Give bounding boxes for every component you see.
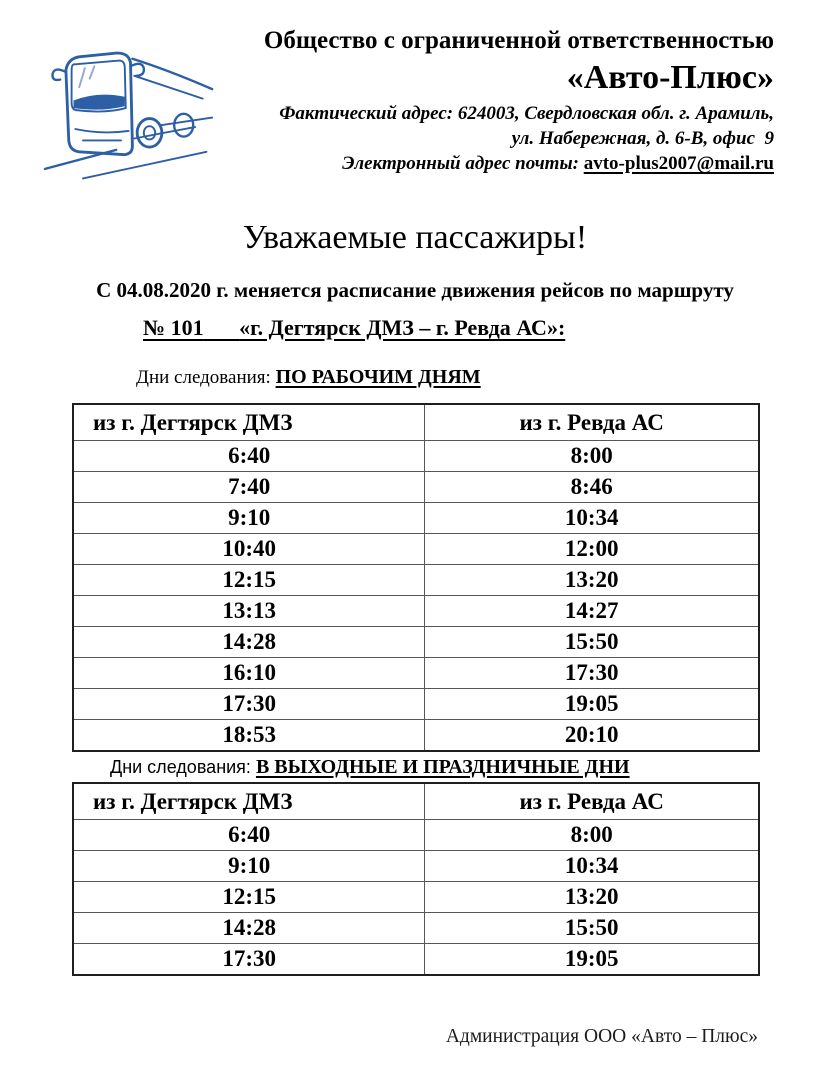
departure-time-cell: 17:30 — [73, 689, 425, 720]
route-number: № 101 — [143, 315, 204, 341]
departure-time-cell: 19:05 — [425, 944, 759, 975]
column-header-from-degtyarsk: из г. Дегтярск ДМЗ — [73, 404, 425, 441]
organization-type: Общество с ограниченной ответственностью — [263, 27, 774, 54]
schedule-row — [73, 627, 759, 658]
departure-time-cell: 14:28 — [73, 627, 425, 658]
departure-time-cell: 18:53 — [73, 720, 425, 751]
schedule-row — [73, 503, 759, 534]
schedule-row — [73, 658, 759, 689]
departure-time-cell: 7:40 — [73, 472, 425, 503]
departure-time-cell: 13:20 — [425, 565, 759, 596]
departure-time-cell: 9:10 — [73, 851, 425, 882]
departure-time-cell: 15:50 — [425, 913, 759, 944]
schedule-row — [73, 596, 759, 627]
days-label: Дни следования: — [110, 756, 256, 777]
letterhead-text — [215, 26, 774, 176]
address-line-1: Фактический адрес: 624003, Свердловская обл. г. Арамиль, — [279, 103, 774, 125]
schedule-row — [73, 882, 759, 913]
departure-time-cell: 8:00 — [425, 441, 759, 472]
email-link[interactable]: avto-plus2007@mail.ru — [583, 153, 774, 175]
schedule-row — [73, 944, 759, 975]
days-line-workdays — [136, 365, 830, 390]
schedule-row — [73, 441, 759, 472]
departure-time-cell: 12:15 — [73, 565, 425, 596]
schedule-row — [73, 472, 759, 503]
schedule-row — [73, 534, 759, 565]
departure-time-cell: 14:28 — [73, 913, 425, 944]
departure-time-cell: 19:05 — [425, 689, 759, 720]
departure-time-cell: 6:40 — [73, 441, 425, 472]
schedule-header-row — [73, 404, 759, 441]
schedule-row — [73, 851, 759, 882]
column-header-from-degtyarsk: из г. Дегтярск ДМЗ — [73, 783, 425, 820]
schedule-row — [73, 720, 759, 751]
schedule-row — [73, 565, 759, 596]
bus-icon — [22, 34, 220, 186]
email-label: Электронный адрес почты: — [342, 153, 584, 175]
departure-time-cell: 10:40 — [73, 534, 425, 565]
departure-time-cell: 13:20 — [425, 882, 759, 913]
days-value-weekends: В ВЫХОДНЫЕ И ПРАЗДНИЧНЫЕ ДНИ — [255, 755, 630, 778]
days-value-workdays: ПО РАБОЧИМ ДНЯМ — [275, 365, 481, 388]
route-name: «г. Дегтярск ДМЗ – г. Ревда АС»: — [239, 315, 566, 341]
schedule-header-row — [73, 783, 759, 820]
announcement-text: С 04.08.2020 г. меняется расписание движения рейсов по маршруту — [96, 277, 734, 302]
departure-time-cell: 20:10 — [425, 720, 759, 751]
organization-name: «Авто-Плюс» — [566, 59, 774, 96]
departure-time-cell: 16:10 — [73, 658, 425, 689]
departure-time-cell: 14:27 — [425, 596, 759, 627]
letterhead — [0, 0, 830, 180]
days-line-weekends — [110, 755, 830, 780]
route-underline — [143, 315, 565, 340]
footer-signature: Администрация ООО «Авто – Плюс» — [445, 1026, 758, 1047]
departure-time-cell: 13:13 — [73, 596, 425, 627]
departure-time-cell: 8:00 — [425, 820, 759, 851]
route-title — [143, 313, 830, 343]
departure-time-cell: 6:40 — [73, 820, 425, 851]
departure-time-cell: 12:15 — [73, 882, 425, 913]
days-label: Дни следования: — [136, 366, 276, 388]
departure-time-cell: 10:34 — [425, 503, 759, 534]
departure-time-cell: 9:10 — [73, 503, 425, 534]
departure-time-cell: 15:50 — [425, 627, 759, 658]
departure-time-cell: 8:46 — [425, 472, 759, 503]
email-line — [215, 151, 774, 176]
address-line-2: ул. Набережная, д. 6-В, офис 9 — [511, 128, 774, 150]
schedule-row — [73, 689, 759, 720]
greeting-heading: Уважаемые пассажиры! — [242, 219, 588, 256]
column-header-from-revda: из г. Ревда АС — [425, 404, 759, 441]
schedule-table-workdays — [72, 403, 760, 752]
departure-time-cell: 17:30 — [425, 658, 759, 689]
departure-time-cell: 12:00 — [425, 534, 759, 565]
schedule-row — [73, 913, 759, 944]
schedule-row — [73, 820, 759, 851]
departure-time-cell: 10:34 — [425, 851, 759, 882]
column-header-from-revda: из г. Ревда АС — [425, 783, 759, 820]
schedule-table-weekends — [72, 782, 760, 976]
departure-time-cell: 17:30 — [73, 944, 425, 975]
